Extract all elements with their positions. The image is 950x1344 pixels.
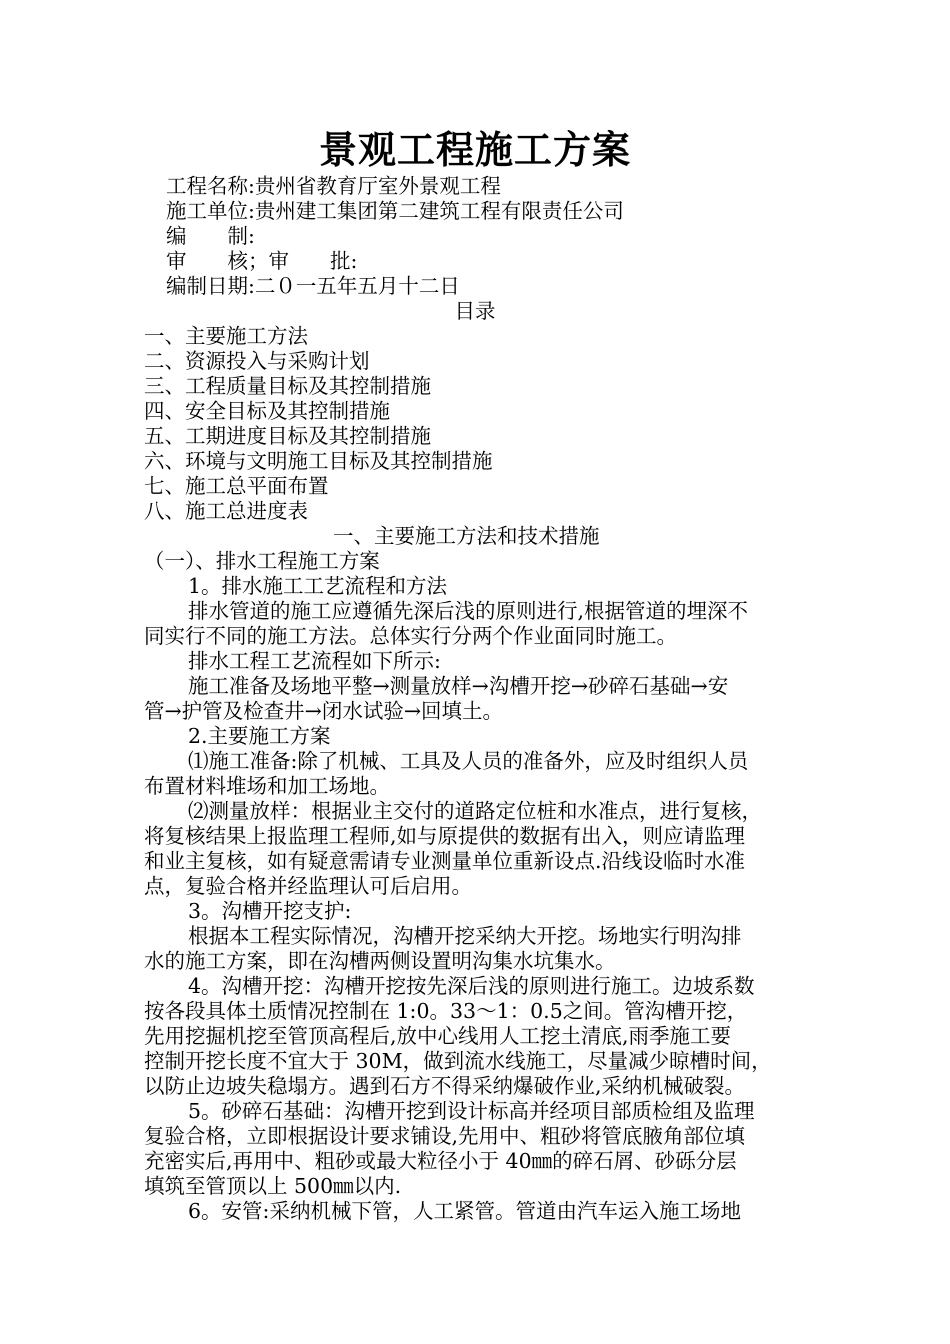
paragraph-heading: 3。沟槽开挖支护:	[188, 899, 352, 923]
paragraph-line: 5。砂碎石基础：沟槽开挖到设计标高并经项目部质检组及监理	[188, 1099, 755, 1123]
paragraph-line: 将复核结果上报监理工程师,如与原提供的数据有出入，则应请监理	[144, 824, 746, 848]
paragraph-line: 控制开挖长度不宜大于 30M，做到流水线施工，尽量减少晾槽时间，	[144, 1049, 772, 1073]
toc-item: 八、施工总进度表	[144, 499, 308, 523]
paragraph-line: 施工准备及场地平整→测量放样→沟槽开挖→砂碎石基础→安	[188, 674, 729, 698]
compiler: 编 制:	[166, 224, 255, 248]
paragraph-line: 管→护管及检查井→闭水试验→回填土。	[144, 699, 504, 723]
paragraph-line: 水的施工方案，即在沟槽两侧设置明沟集水坑集水。	[144, 949, 616, 973]
paragraph-heading: 1。排水施工工艺流程和方法	[188, 574, 448, 598]
project-name: 工程名称:贵州省教育厅室外景观工程	[166, 174, 501, 198]
document-title: 景观工程施工方案	[318, 128, 631, 172]
section-title: 一、主要施工方法和技术措施	[333, 524, 600, 548]
paragraph-line: 根据本工程实际情况，沟槽开挖采纳大开挖。场地实行明沟排	[188, 924, 742, 948]
toc-item: 一、主要施工方法	[144, 324, 308, 348]
paragraph-line: ⑵测量放样：根据业主交付的道路定位桩和水准点，进行复核，	[188, 799, 762, 823]
paragraph-line: 先用挖掘机挖至管顶高程后,放中心线用人工挖土清底,雨季施工要	[144, 1024, 732, 1048]
paragraph-line: 按各段具体土质情况控制在 1:0。33～1：0.5之间。管沟槽开挖，	[144, 999, 748, 1023]
paragraph-line: ⑴施工准备:除了机械、工具及人员的准备外，应及时组织人员	[188, 749, 749, 773]
toc-heading: 目录	[454, 299, 496, 323]
paragraph-line: 充密实后,再用中、粗砂或最大粒径小于 40㎜的碎石屑、砂砾分层	[144, 1149, 737, 1173]
toc-item: 六、环境与文明施工目标及其控制措施	[144, 449, 493, 473]
compile-date: 编制日期:二０一五年五月十二日	[166, 274, 460, 298]
contractor: 施工单位:贵州建工集团第二建筑工程有限责任公司	[166, 199, 624, 223]
toc-item: 二、资源投入与采购计划	[144, 349, 370, 373]
paragraph-line: 排水管道的施工应遵循先深后浅的原则进行,根据管道的埋深不	[188, 599, 749, 623]
paragraph-line: 6。安管:采纳机械下管，人工紧管。管道由汽车运入施工场地	[188, 1199, 741, 1223]
toc-item: 三、工程质量目标及其控制措施	[144, 374, 431, 398]
paragraph-line: 布置材料堆场和加工场地。	[144, 774, 390, 798]
toc-item: 四、安全目标及其控制措施	[144, 399, 390, 423]
paragraph-heading: 2.主要施工方案	[188, 724, 331, 748]
paragraph-line: 点，复验合格并经监理认可后启用。	[144, 874, 472, 898]
paragraph-line: 排水工程工艺流程如下所示:	[188, 649, 441, 673]
subsection-title: （一）、排水工程施工方案	[144, 549, 380, 573]
paragraph-line: 和业主复核，如有疑意需请专业测量单位重新设点.沿线设临时水准	[144, 849, 746, 873]
paragraph-line: 同实行不同的施工方法。总体实行分两个作业面同时施工。	[144, 624, 677, 648]
toc-item: 七、施工总平面布置	[144, 474, 329, 498]
paragraph-line: 4。沟槽开挖：沟槽开挖按先深后浅的原则进行施工。边坡系数	[188, 974, 755, 998]
paragraph-line: 以防止边坡失稳塌方。遇到石方不得采纳爆破作业,采纳机械破裂。	[144, 1074, 746, 1098]
paragraph-line: 填筑至管顶以上 500㎜以内.	[144, 1174, 402, 1198]
review-approval: 审 核；审 批:	[166, 249, 358, 273]
paragraph-line: 复验合格，立即根据设计要求铺设,先用中、粗砂将管底腋角部位填	[144, 1124, 746, 1148]
toc-item: 五、工期进度目标及其控制措施	[144, 424, 431, 448]
